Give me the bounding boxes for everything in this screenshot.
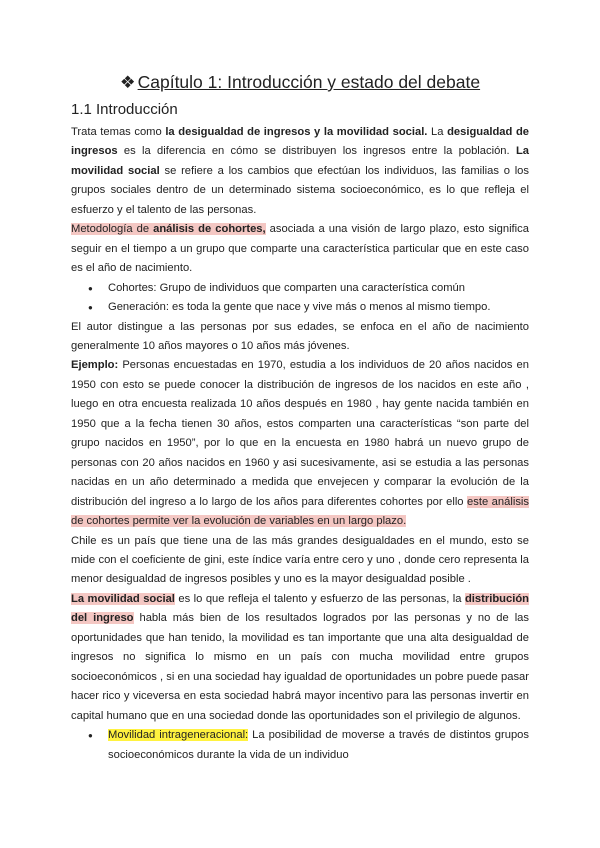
paragraph-intro: Trata temas como la desigualdad de ingresos y la movilidad social. La desigualdad de ingresos es la diferencia en cómo se distribuyen los ingresos entre la población. La movilidad social se refiere a los cambios que efectúan los individuos, las familias o los grupos sociales dentro de un determinado sistema socioeconómico, es lo que refleja el esfuerzo y el talento de las personas.: [71, 126, 530, 216]
list-item: ● Cohortes: Grupo de individuos que comparten una característica común: [108, 279, 529, 298]
paragraph-mobility: La movilidad social es lo que refleja el talento y esfuerzo de las personas, la distribución del ingreso habla más bien de los resultados logrados por las personas y no de las oportunidades que han tenido, la movilidad es tan importante que una alta desigualdad de ingresos no significa lo mismo en un país con mucha movilidad entre grupos socioeconómicos , si en una sociedad hay igualdad de oportunidades un pobre puede pasar hacer rico y viceversa en esta sociedad habrá mayor incentivo para las personas invertir en capital humano que en una sociedad donde las oportunidades son el privilegio de algunos.: [71, 592, 529, 722]
paragraph-methodology: Metodología de análisis de cohortes, asociada a una visión de largo plazo, esto significa seguir en el tiempo a un grupo que comparte una característica particular que en este caso es el año de nacimiento.: [71, 223, 529, 275]
paragraph-ages: El autor distingue a las personas por sus edades, se enfoca en el año de nacimiento generalmente 10 años mayores o 10 años más jóvenes.: [71, 320, 529, 352]
list-item: ● Generación: es toda la gente que nace y vive más o menos al mismo tiempo.: [108, 298, 529, 317]
section-heading: 1.1 Introducción: [71, 101, 178, 118]
paragraph-example: Ejemplo: Personas encuestadas en 1970, estudia a los individuos de 20 años nacidos en 1950 con esto se puede conocer la distribución de ingresos de los nacidos en este año , luego en otra encuesta realizada 10 años después en 1980 , hay gente nacida también en 1950 que a la fecha tienen 30 años, estos comparten una características “son parte del grupo nacidos en 1950”, por lo que en la encuesta en 1980 habrá un nuevo grupo de personas con 20 años nacidos en 1960 y asi sucesivamente, asi se estudia a las personas nacidas en un año determinado a medida que envejecen y comparar la evolución de la distribución del ingreso a lo largo de los años para diferentes cohortes por ello este análisis de cohortes permite ver la evolución de variables en un largo plazo.: [71, 359, 529, 528]
bullet-list-mobility: [71, 726, 529, 765]
chapter-title: [0, 70, 600, 94]
document-body: [71, 123, 529, 765]
paragraph-chile: Chile es un país que tiene una de las más grandes desigualdades en el mundo, esto se mide con el coeficiente de gini, este índice varía entre cero y uno , donde cero representa la menor desigualdad de ingresos posibles y uno es la mayor desigualdad posible .: [71, 534, 529, 586]
bullet-list-definitions: [71, 279, 529, 318]
list-item: ● Movilidad intrageneracional: La posibilidad de moverse a través de distintos grupos socioeconómicos durante la vida de un individuo: [108, 726, 529, 765]
diamond-bullet-icon: ❖: [119, 72, 136, 92]
chapter-title-text: Capítulo 1: Introducción y estado del debate: [137, 72, 481, 92]
